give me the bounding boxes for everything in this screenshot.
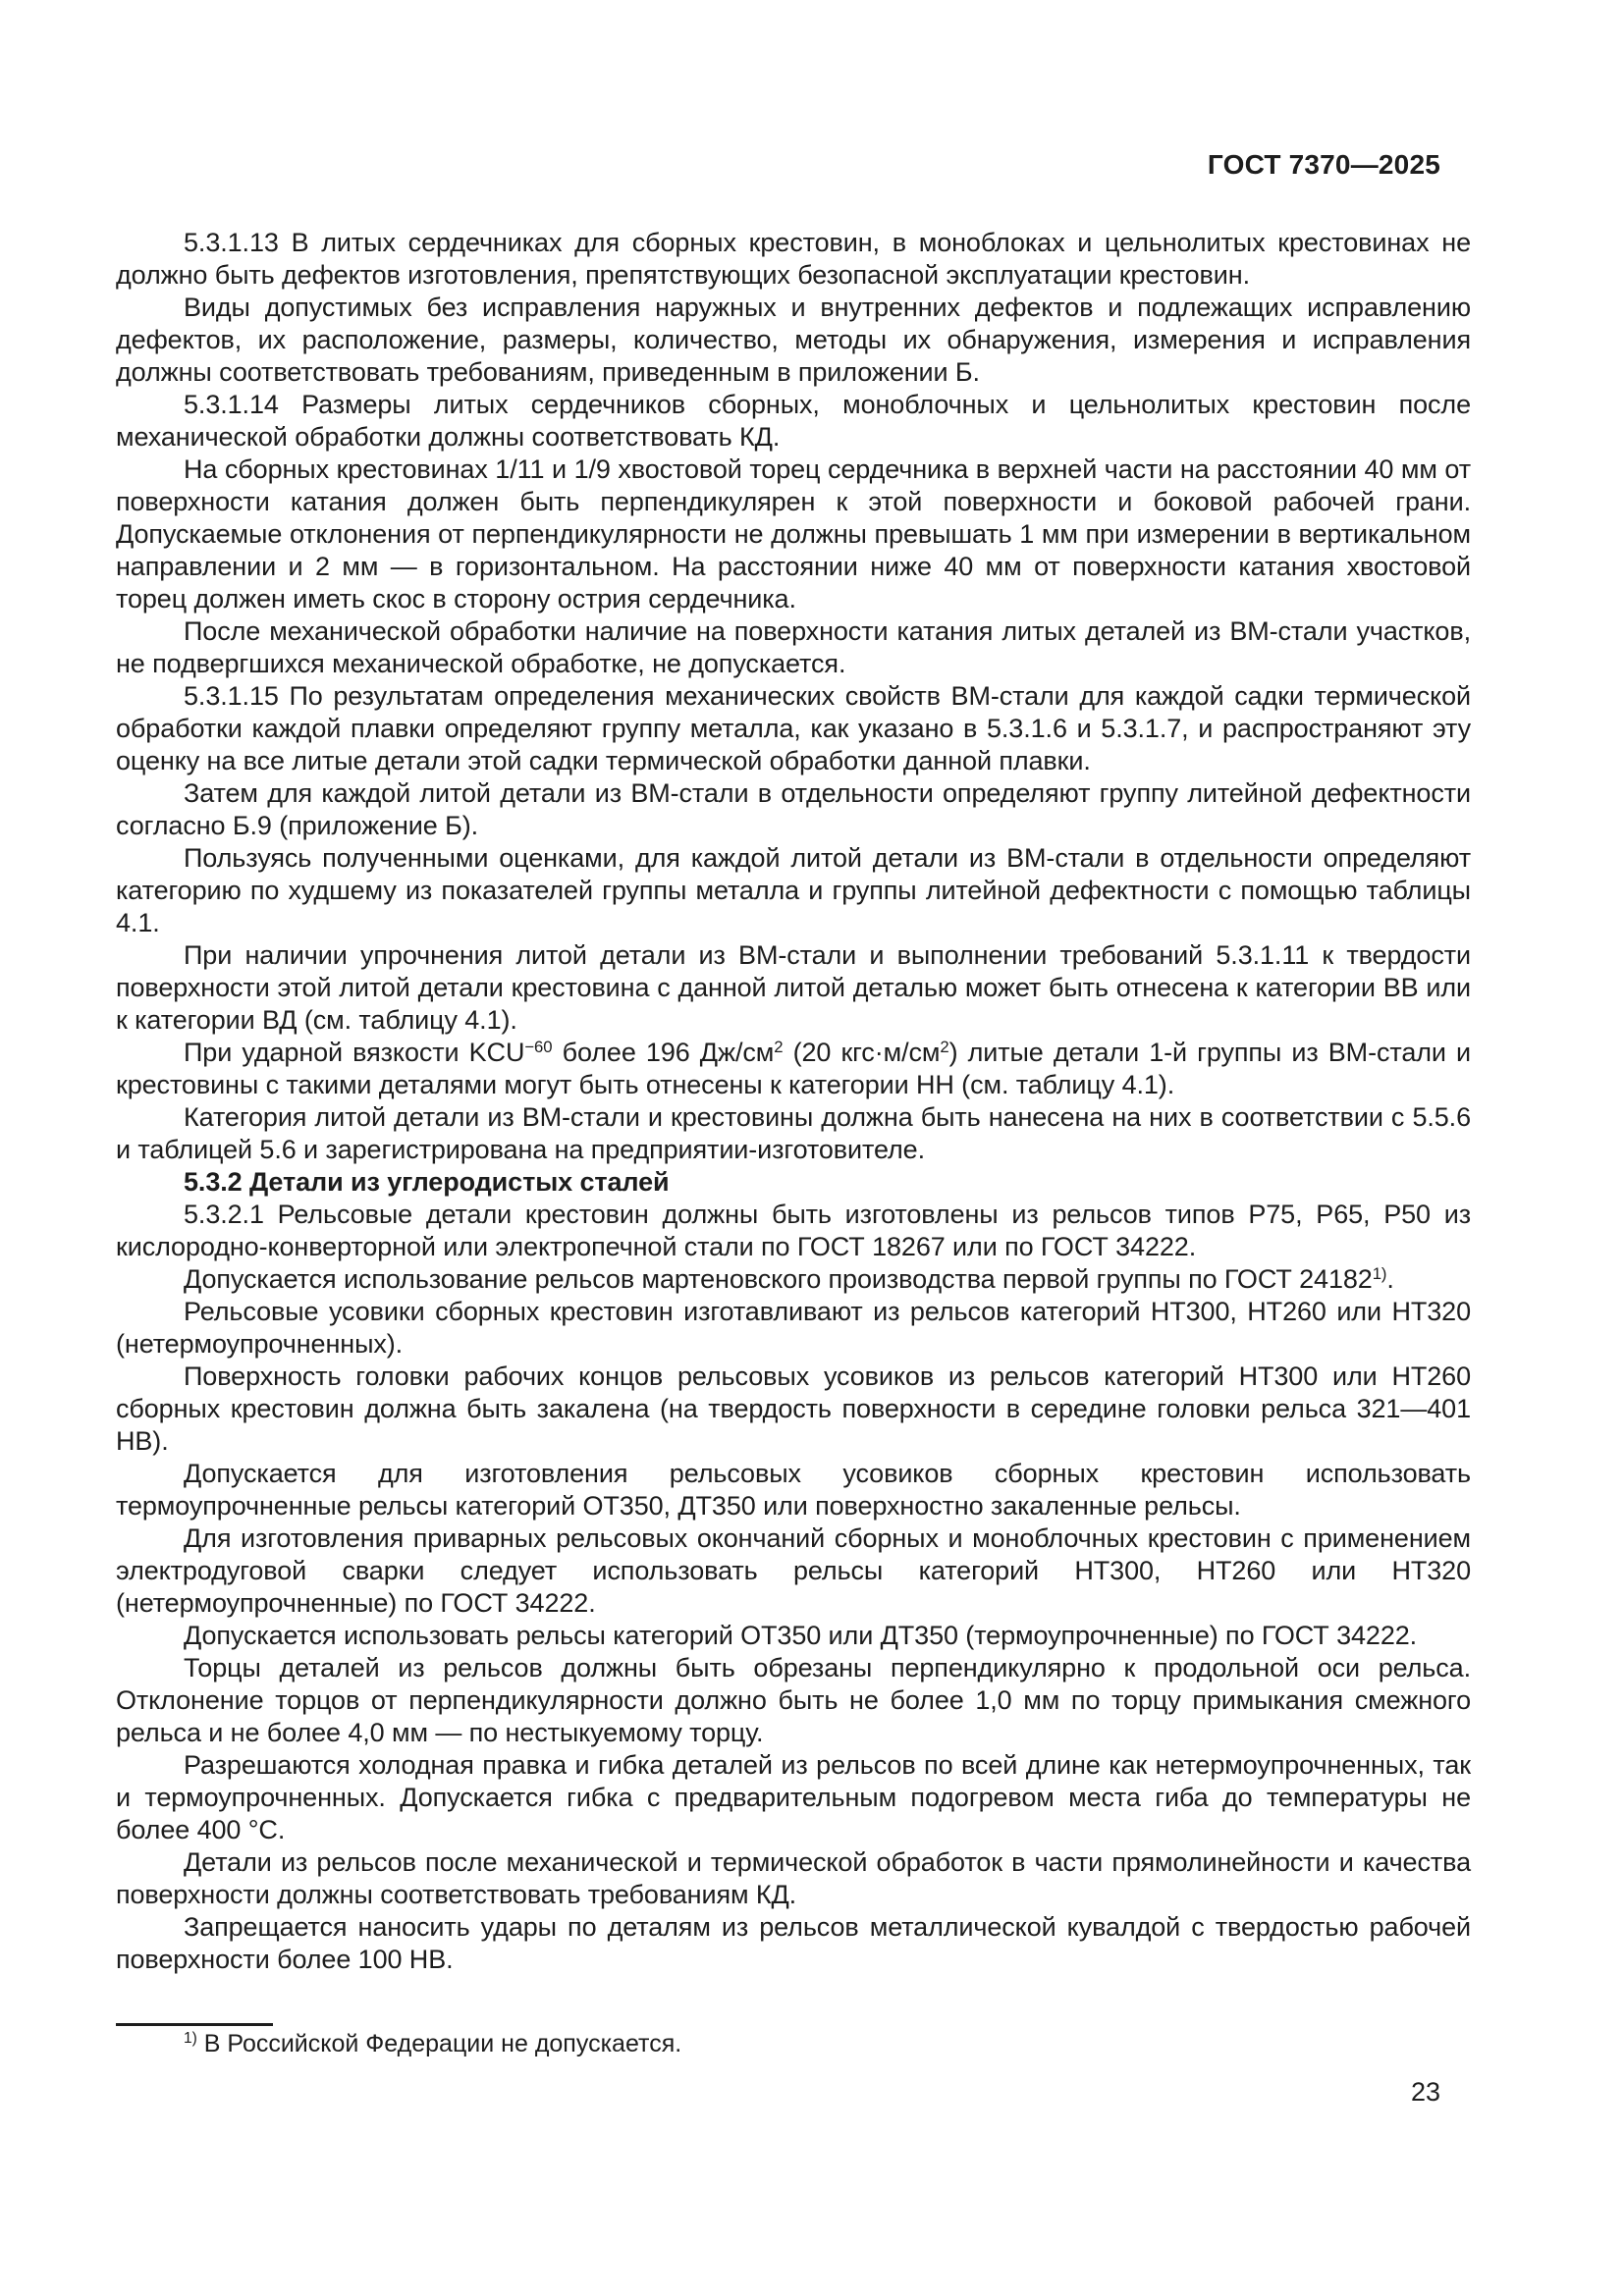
text-run: Разрешаются холодная правка и гибка деталей из рельсов по всей длине как нетермоупрочненных, так и термоупрочненных. Допускается гибка с предварительным подогревом места гиба до температуры не более 400 °С.: [116, 1750, 1471, 1844]
text-run: (20 кгс·м/см: [783, 1038, 941, 1067]
paragraph: [116, 1037, 1471, 1101]
footnote-marker: 1): [184, 2030, 197, 2048]
text-run: 5.3.2.1 Рельсовые детали крестовин должны быть изготовлены из рельсов типов Р75, Р65, Р50 из кислородно-конверторной или электропечной стали по ГОСТ 18267 или по ГОСТ 34222.: [116, 1200, 1471, 1261]
footnote: [116, 2029, 1471, 2059]
text-run: 5.3.1.15 По результатам определения механических свойств ВМ-стали для каждой садки термической обработки каждой плавки определяют группу металла, как указано в 5.3.1.6 и 5.3.1.7, и распространяют эту оценку на все литые детали этой садки термической обработки данной плавки.: [116, 681, 1471, 775]
footnote-text: В Российской Федерации не допускается.: [196, 2030, 682, 2057]
paragraph: [116, 842, 1471, 939]
text-run: Пользуясь полученными оценками, для каждой литой детали из ВМ-стали в отдельности определяют категорию по худшему из показателей группы металла и группы литейной дефектности с помощью таблицы 4.1.: [116, 843, 1471, 937]
text-run: 5.3.1.14 Размеры литых сердечников сборных, моноблочных и цельнолитых крестовин после механической обработки должны соответствовать КД.: [116, 390, 1471, 452]
text-run: После механической обработки наличие на поверхности катания литых деталей из ВМ-стали участков, не подвергшихся механической обработке, не допускается.: [116, 616, 1471, 678]
paragraph: [116, 615, 1471, 680]
text-run: .: [1386, 1264, 1394, 1294]
text-run: Для изготовления приварных рельсовых окончаний сборных и моноблочных крестовин с применением электродуговой сварки следует использовать рельсы категорий НТ300, НТ260 или НТ320 (нетермоупрочненные) по ГОСТ 34222.: [116, 1523, 1471, 1618]
paragraph: [116, 777, 1471, 842]
superscript: 2: [774, 1037, 784, 1056]
text-run: более 196 Дж/см: [552, 1038, 775, 1067]
paragraph: [116, 1199, 1471, 1263]
paragraph: [116, 1911, 1471, 1976]
text-run: Допускается использование рельсов мартеновского производства первой группы по ГОСТ 24182: [184, 1264, 1373, 1294]
paragraph: [116, 389, 1471, 454]
text-run: При ударной вязкости KCU: [184, 1038, 525, 1067]
footnote-rule: [116, 2023, 273, 2026]
text-run: Допускается использовать рельсы категорий ОТ350 или ДТ350 (термоупрочненные) по ГОСТ 34222.: [184, 1621, 1418, 1650]
text-run: ) литые детали 1-й группы из ВМ-стали и крестовины с такими деталями могут быть отнесены к категории НН (см. таблицу 4.1).: [116, 1038, 1472, 1099]
document-body: [116, 227, 1471, 1976]
superscript: 1): [1372, 1263, 1387, 1283]
text-run: 5.3.1.13 В литых сердечниках для сборных крестовин, в моноблоках и цельнолитых крестовинах не должно быть дефектов изготовления, препятствующих безопасной эксплуатации крестовин.: [116, 228, 1471, 290]
paragraph: [116, 1296, 1471, 1361]
text-run: 5.3.2 Детали из углеродистых сталей: [184, 1167, 670, 1197]
text-run: При наличии упрочнения литой детали из ВМ-стали и выполнении требований 5.3.1.11 к твердости поверхности этой литой детали крестовина с данной литой деталью может быть отнесена к категории ВВ или к категории ВД (см. таблицу 4.1).: [116, 940, 1471, 1035]
text-run: Торцы деталей из рельсов должны быть обрезаны перпендикулярно к продольной оси рельса. Отклонение торцов от перпендикулярности должно быть не более 1,0 мм по торцу примыкания смежного рельса и не более 4,0 мм — по нестыкуемому торцу.: [116, 1653, 1471, 1747]
paragraph: [116, 1458, 1471, 1522]
paragraph: [116, 1522, 1471, 1620]
paragraph: [116, 1620, 1471, 1652]
section-heading: [116, 1166, 1471, 1199]
text-run: Затем для каждой литой детали из ВМ-стали в отдельности определяют группу литейной дефектности согласно Б.9 (приложение Б).: [116, 778, 1471, 840]
running-header: ГОСТ 7370—2025: [1207, 149, 1440, 180]
paragraph: [116, 1101, 1471, 1166]
paragraph: [116, 680, 1471, 777]
text-run: Допускается для изготовления рельсовых усовиков сборных крестовин использовать термоупрочненные рельсы категорий ОТ350, ДТ350 или поверхностно закаленные рельсы.: [116, 1459, 1471, 1521]
paragraph: [116, 1846, 1471, 1911]
paragraph: [116, 939, 1471, 1037]
text-run: Поверхность головки рабочих концов рельсовых усовиков из рельсов категорий НТ300 или НТ260 сборных крестовин должна быть закалена (на твердость поверхности в середине головки рельса 321—401 НВ).: [116, 1362, 1471, 1456]
paragraph: [116, 292, 1471, 389]
text-run: Запрещается наносить удары по деталям из рельсов металлической кувалдой с твердостью рабочей поверхности более 100 НВ.: [116, 1912, 1471, 1974]
superscript: −60: [524, 1037, 553, 1056]
text-run: Категория литой детали из ВМ-стали и крестовины должна быть нанесена на них в соответствии с 5.5.6 и таблицей 5.6 и зарегистрирована на предприятии-изготовителе.: [116, 1102, 1471, 1164]
text-run: На сборных крестовинах 1/11 и 1/9 хвостовой торец сердечника в верхней части на расстоянии 40 мм от поверхности катания должен быть перпендикулярен к этой поверхности и боковой рабочей грани. Допускаемые отклонения от перпендикулярности не должны превышать 1 мм при измерении в вертикальном направлении и 2 мм — в горизонтальном. На расстоянии ниже 40 мм от поверхности катания хвостовой торец должен иметь скос в сторону острия сердечника.: [116, 454, 1471, 614]
text-run: Рельсовые усовики сборных крестовин изготавливают из рельсов категорий НТ300, НТ260 или НТ320 (нетермоупрочненных).: [116, 1297, 1471, 1359]
paragraph: [116, 1263, 1471, 1296]
text-run: Виды допустимых без исправления наружных и внутренних дефектов и подлежащих исправлению дефектов, их расположение, размеры, количество, методы их обнаружения, измерения и исправления должны соответствовать требованиям, приведенным в приложении Б.: [116, 293, 1471, 387]
page-number: 23: [1410, 2077, 1440, 2107]
superscript: 2: [940, 1037, 949, 1056]
paragraph: [116, 454, 1471, 615]
text-run: Детали из рельсов после механической и термической обработок в части прямолинейности и качества поверхности должны соответствовать требованиям КД.: [116, 1847, 1471, 1909]
paragraph: [116, 1361, 1471, 1458]
paragraph: [116, 1652, 1471, 1749]
paragraph: [116, 1749, 1471, 1846]
paragraph: [116, 227, 1471, 292]
